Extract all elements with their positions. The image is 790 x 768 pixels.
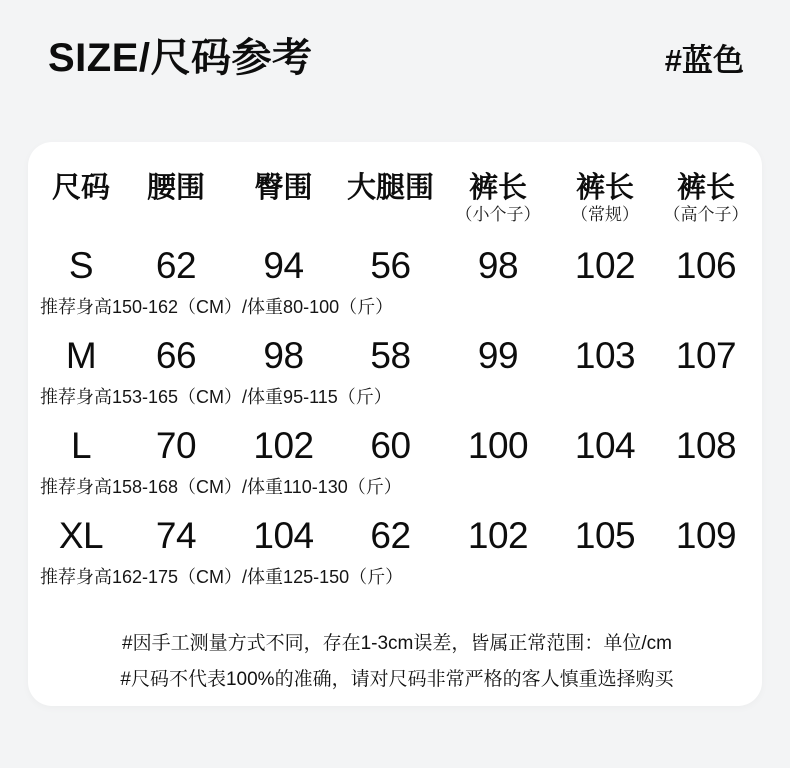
size-label: XL xyxy=(58,515,104,556)
color-variant-tag: #蓝色 xyxy=(664,43,744,78)
value-length-regular: 103 xyxy=(574,335,636,376)
value-waist: 74 xyxy=(155,515,197,556)
column-label: 裤长 xyxy=(468,172,527,204)
row-note-xl: 推荐身高162-175（CM）/体重125-150（斤） xyxy=(40,567,404,587)
table-row-l xyxy=(40,420,754,472)
table-row-s xyxy=(40,240,754,292)
value-length-petite: 98 xyxy=(477,245,519,286)
column-label: 臀围 xyxy=(254,172,313,204)
column-sublabel: （高个子） xyxy=(663,205,749,224)
value-length-tall: 106 xyxy=(675,245,737,286)
table-row-m xyxy=(40,330,754,382)
value-hip: 104 xyxy=(253,515,314,556)
value-length-petite: 102 xyxy=(467,515,529,556)
row-note-l: 推荐身高158-168（CM）/体重110-130（斤） xyxy=(40,477,402,497)
value-waist: 70 xyxy=(155,425,197,466)
footnote-measurement-tolerance: #因手工测量方式不同，存在1-3cm误差，皆属正常范围：单位/cm xyxy=(122,633,672,654)
value-waist: 62 xyxy=(155,245,197,286)
column-header-size xyxy=(40,172,122,204)
column-label: 大腿围 xyxy=(346,172,434,204)
value-length-petite: 100 xyxy=(467,425,529,466)
column-header-length-petite xyxy=(444,172,552,226)
value-length-regular: 104 xyxy=(574,425,636,466)
value-thigh: 62 xyxy=(370,515,411,556)
row-note-s: 推荐身高150-162（CM）/体重80-100（斤） xyxy=(40,297,394,317)
footnote-accuracy-disclaimer: #尺码不代表100%的准确，请对尺码非常严格的客人慎重选择购买 xyxy=(120,669,674,690)
value-thigh: 58 xyxy=(370,335,411,376)
page-header xyxy=(0,0,790,80)
size-label: M xyxy=(65,335,97,376)
value-length-petite: 99 xyxy=(477,335,519,376)
value-length-regular: 105 xyxy=(574,515,636,556)
table-row-xl xyxy=(40,510,754,562)
page-title: SIZE/尺码参考 xyxy=(48,36,313,80)
value-length-tall: 107 xyxy=(675,335,737,376)
column-sublabel: （小个子） xyxy=(455,205,541,224)
value-hip: 94 xyxy=(263,245,304,286)
size-label: L xyxy=(70,425,92,466)
value-length-tall: 108 xyxy=(675,425,737,466)
column-label: 尺码 xyxy=(51,172,110,204)
column-header-length-tall xyxy=(658,172,754,226)
column-label: 裤长 xyxy=(575,172,634,204)
value-length-tall: 109 xyxy=(675,515,737,556)
column-header-waist xyxy=(122,172,230,204)
column-label: 裤长 xyxy=(676,172,735,204)
footnotes xyxy=(40,626,754,698)
column-label: 腰围 xyxy=(146,172,205,204)
column-sublabel: （常规） xyxy=(571,205,639,224)
value-waist: 66 xyxy=(155,335,197,376)
column-header-hip xyxy=(230,172,337,204)
row-note-m: 推荐身高153-165（CM）/体重95-115（斤） xyxy=(40,387,392,407)
table-header-row xyxy=(40,172,754,226)
value-thigh: 56 xyxy=(370,245,411,286)
column-header-length-regular xyxy=(552,172,658,226)
value-thigh: 60 xyxy=(370,425,411,466)
value-length-regular: 102 xyxy=(574,245,636,286)
size-chart-card xyxy=(28,142,762,706)
value-hip: 102 xyxy=(253,425,314,466)
size-label: S xyxy=(68,245,94,286)
column-header-thigh xyxy=(337,172,444,204)
value-hip: 98 xyxy=(263,335,304,376)
